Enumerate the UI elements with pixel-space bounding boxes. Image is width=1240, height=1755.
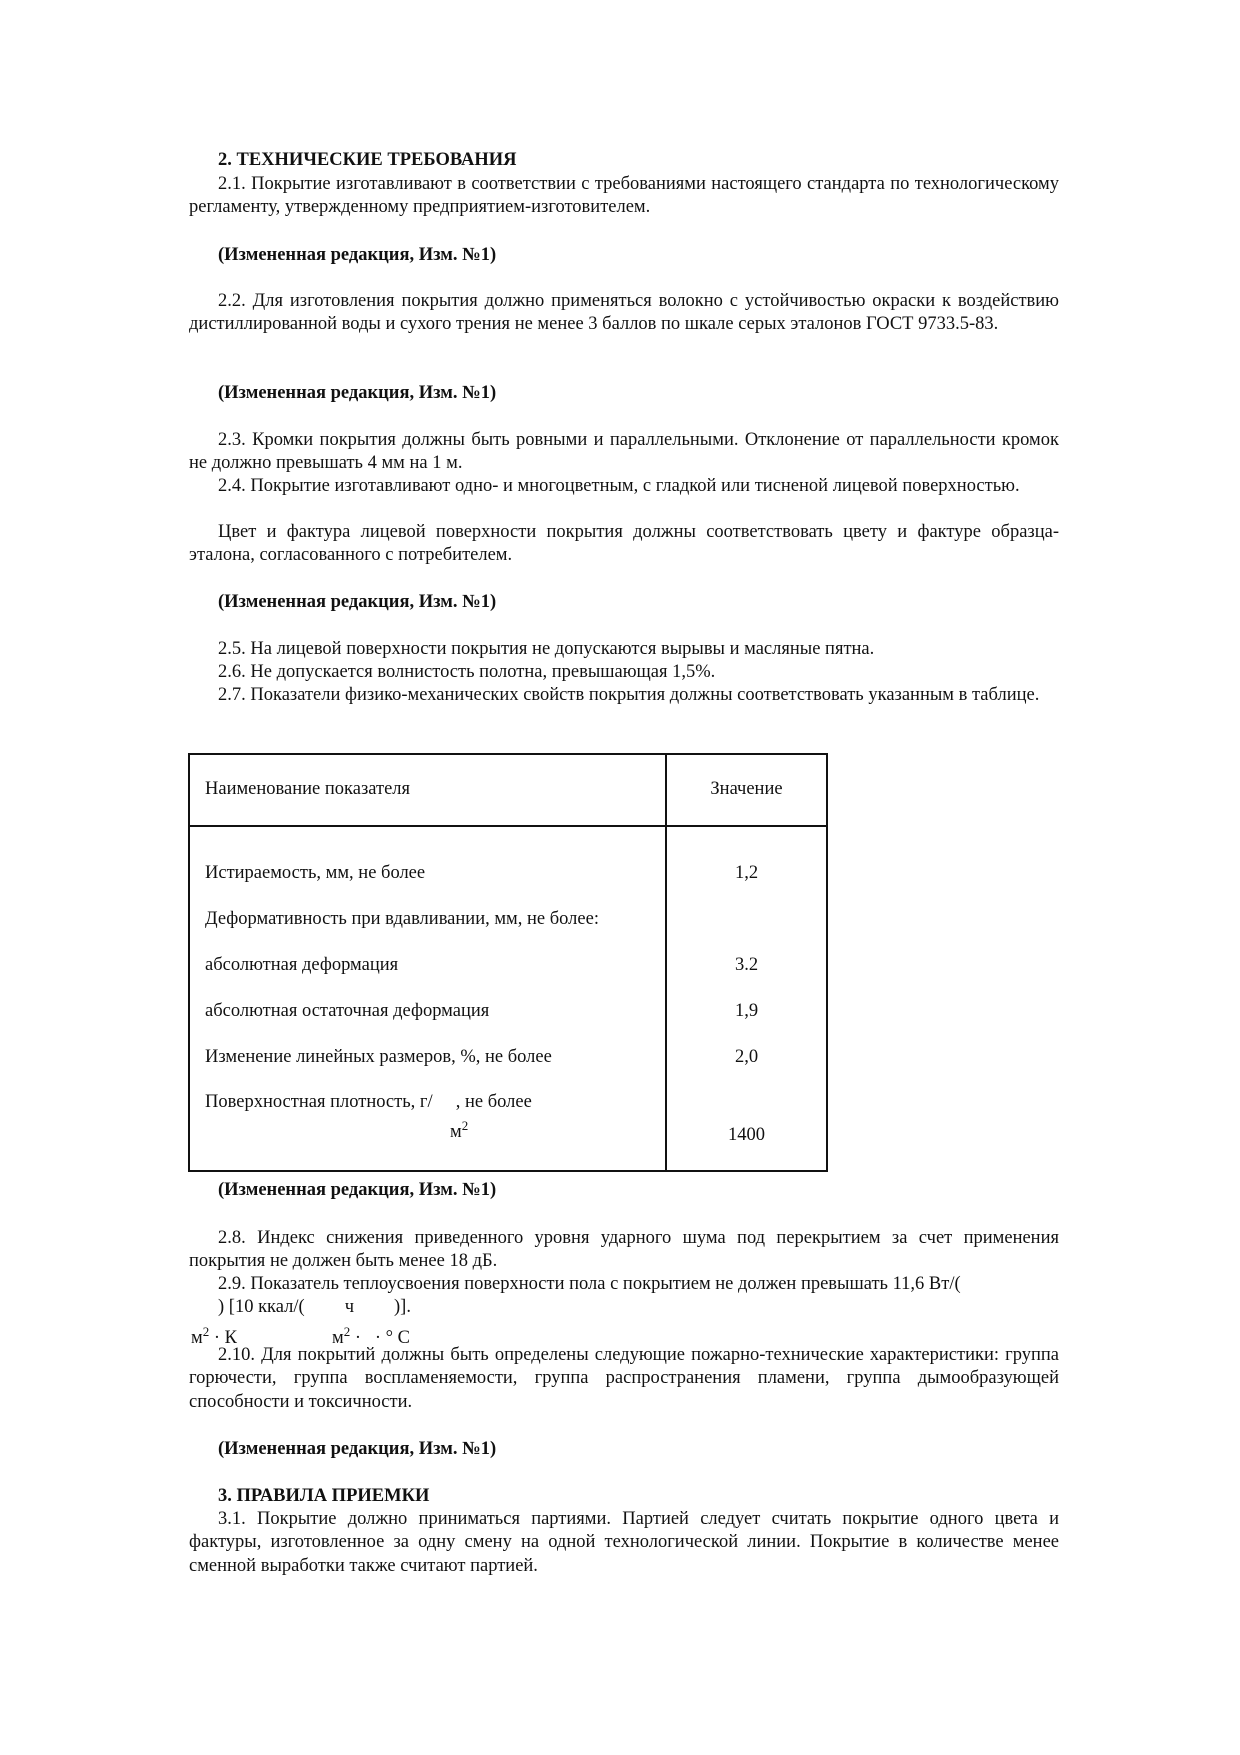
properties-table — [188, 753, 828, 1172]
header-value: Значение — [666, 754, 827, 826]
p2-9-line2a: ) [10 ккал/( — [218, 1297, 305, 1318]
amendment-note: (Измененная редакция, Изм. №1) — [218, 245, 497, 265]
unit-m: м — [191, 1328, 203, 1349]
amendment-note: (Измененная редакция, Изм. №1) — [218, 592, 497, 612]
amendment-note: (Измененная редакция, Изм. №1) — [218, 383, 497, 403]
paragraph-2-2: 2.2. Для изготовления покрытия должно применяться волокно с устойчивостью окраски к воздействию дистиллированной воды и сухого трения не менее 3 баллов по шкале серых эталонов ГОСТ 9733.5-83. — [189, 291, 1059, 335]
table-cell-name — [189, 1081, 666, 1171]
paragraph-2-1: 2.1. Покрытие изготавливают в соответствии с требованиями настоящего стандарта по технологическому регламенту, утвержденному предприятием-изготовителем. — [189, 174, 1059, 218]
unit-sup: 2 — [202, 1324, 210, 1339]
paragraph-2-7: 2.7. Показатели физико-механических свойств покрытия должны соответствовать указанным в таблице. — [218, 685, 1040, 705]
unit-k: · К — [213, 1328, 237, 1349]
amendment-note: (Измененная редакция, Изм. №1) — [218, 1180, 497, 1200]
section-heading: 3. ПРАВИЛА ПРИЕМКИ — [218, 1486, 430, 1506]
cell-text: Поверхностная плотность, г/ , не более — [205, 1091, 532, 1112]
unit-sup: 2 — [343, 1324, 351, 1339]
table-cell-value: 3.2 — [734, 955, 759, 976]
table-cell-value: 2,0 — [734, 1047, 759, 1068]
header-name: Наименование показателя — [189, 754, 666, 826]
table-cell-value: 1,9 — [734, 1001, 759, 1022]
amendment-note: (Измененная редакция, Изм. №1) — [218, 1439, 497, 1459]
table-cell-name: Деформативность при вдавливании, мм, не более: — [189, 897, 666, 943]
paragraph-2-5: 2.5. На лицевой поверхности покрытия не допускаются вырывы и масляные пятна. — [218, 639, 875, 659]
table-cell-value — [666, 897, 827, 943]
paragraph-2-4-color: Цвет и фактура лицевой поверхности покрытия должны соответствовать цвету и фактуре образца-эталона, согласованного с потребителем. — [189, 522, 1059, 566]
paragraph-2-8: 2.8. Индекс снижения приведенного уровня ударного шума под перекрытием за счет применения покрытия не должен быть менее 18 дБ. — [189, 1228, 1059, 1272]
paragraph-2-9 — [189, 1273, 1059, 1320]
p2-9-line1: 2.9. Показатель теплоусвоения поверхности пола с покрытием не должен превышать 11,6 Вт/( — [218, 1274, 961, 1294]
table-cell-value: 1400 — [728, 1124, 765, 1145]
p2-9-line2b: ч — [344, 1297, 354, 1318]
unit-sup: 2 — [461, 1117, 469, 1133]
table-cell-name: абсолютная деформация — [189, 943, 666, 989]
unit-c: · · ° С — [354, 1328, 410, 1349]
table-header-row — [189, 754, 827, 826]
p2-9-line2c: )]. — [394, 1297, 411, 1318]
paragraph-2-4: 2.4. Покрытие изготавливают одно- и многоцветным, с гладкой или тисненой лицевой поверхностью. — [218, 476, 1020, 496]
paragraph-2-3: 2.3. Кромки покрытия должны быть ровными и параллельными. Отклонение от параллельности кромок не должно превышать 4 мм на 1 м. — [189, 430, 1059, 474]
table-cell-value: 1,2 — [734, 863, 759, 884]
table-cell-name: абсолютная остаточная деформация — [189, 989, 666, 1035]
paragraph-3-1: 3.1. Покрытие должно приниматься партиями. Партией следует считать покрытие одного цвета и фактуры, изготовленное за одну смену на одной технологической линии. Покрытие в количестве менее сменной выработки также считают партией. — [189, 1509, 1059, 1576]
table-cell-name: Изменение линейных размеров, %, не более — [189, 1035, 666, 1081]
paragraph-2-6: 2.6. Не допускается волнистость полотна, превышающая 1,5%. — [218, 662, 716, 682]
section-heading: 2. ТЕХНИЧЕСКИЕ ТРЕБОВАНИЯ — [218, 150, 517, 170]
table-cell-name: Истираемость, мм, не более — [189, 826, 666, 897]
unit-m: м — [450, 1122, 462, 1143]
unit-m: м — [331, 1328, 344, 1349]
paragraph-2-10: 2.10. Для покрытий должны быть определены следующие пожарно-технические характеристики: группа горючести, группа воспламеняемости, группа распространения пламени, группа дымообразующей способности и токсичности. — [189, 1345, 1059, 1412]
